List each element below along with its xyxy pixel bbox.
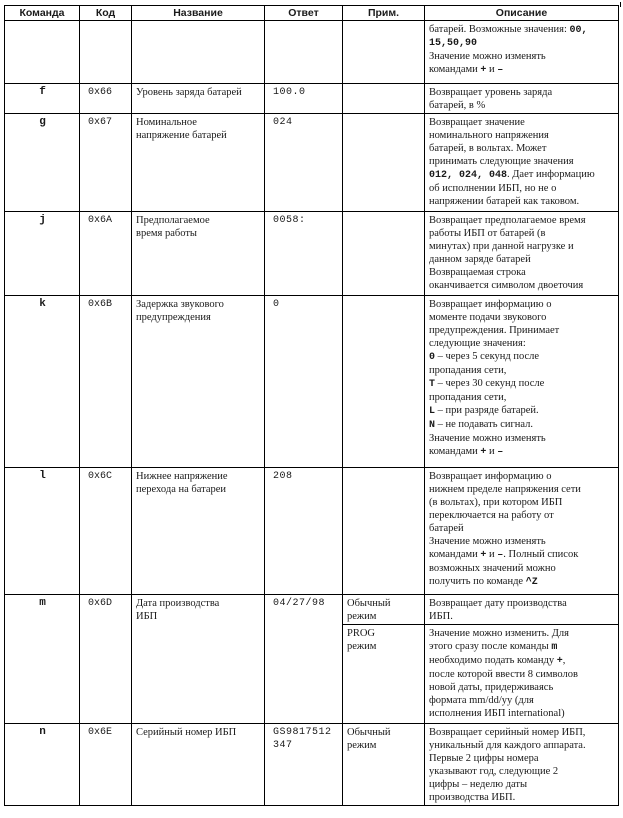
cell-description: Возвращает дату производства ИБП. (425, 595, 619, 625)
table-row (5, 595, 619, 625)
page-corner-mark (620, 2, 621, 7)
cell-answer (265, 21, 343, 84)
cell-command: f (5, 84, 80, 114)
command-table (4, 5, 619, 806)
header-command: Команда (5, 6, 80, 21)
cell-note (343, 84, 425, 114)
cell-description: Возвращает серийный номер ИБП, уникальный для каждого аппарата. Первые 2 цифры номера указывают год, следующие 2 цифры – неделю даты производства ИБП. (425, 724, 619, 806)
table-row (5, 724, 619, 806)
cell-code: 0x67 (80, 114, 132, 212)
cell-note (343, 114, 425, 212)
cell-name: Предполагаемое время работы (132, 212, 265, 296)
header-name: Название (132, 6, 265, 21)
cell-note (343, 296, 425, 468)
cell-name: Номинальное напряжение батарей (132, 114, 265, 212)
cell-command (5, 21, 80, 84)
header-description: Описание (425, 6, 619, 21)
cell-description: Возвращает значение номинального напряжения батарей, в вольтах. Может принимать следующие значения 012, 024, 048. Дает информацию об исполнении ИБП, но не о напряжении батарей как таковом. (425, 114, 619, 212)
cell-answer: 04/27/98 (265, 595, 343, 724)
cell-code: 0x6B (80, 296, 132, 468)
cell-code: 0x6C (80, 468, 132, 595)
cell-name (132, 21, 265, 84)
cell-description: Значение можно изменить. Для этого сразу после команды m необходимо подать команду +, после которой ввести 8 символов новой даты, придерживаясь формата mm/dd/yy (для исполнения ИБП international) (425, 625, 619, 724)
cell-code: 0x6A (80, 212, 132, 296)
cell-name: Дата производства ИБП (132, 595, 265, 724)
cell-command: n (5, 724, 80, 806)
cell-description: батарей. Возможные значения: 00, 15,50,90 Значение можно изменять командами + и – (425, 21, 619, 84)
cell-name: Серийный номер ИБП (132, 724, 265, 806)
table-row (5, 84, 619, 114)
cell-name: Задержка звукового предупреждения (132, 296, 265, 468)
table-header-row (5, 6, 619, 21)
cell-command: j (5, 212, 80, 296)
cell-description: Возвращает информацию о нижнем пределе напряжения сети (в вольтах), при котором ИБП переключается на работу от батарей Значение можно изменять командами + и –. Полный список возможных значений можно получить по команде ^Z (425, 468, 619, 595)
cell-note (343, 468, 425, 595)
cell-note: Обычный режим (343, 595, 425, 625)
cell-answer: 208 (265, 468, 343, 595)
cell-name: Уровень заряда батарей (132, 84, 265, 114)
cell-answer: GS9817512 347 (265, 724, 343, 806)
cell-note: PROG режим (343, 625, 425, 724)
cell-code: 0x66 (80, 84, 132, 114)
header-code: Код (80, 6, 132, 21)
table-row (5, 468, 619, 595)
cell-description: Возвращает информацию о моменте подачи звукового предупреждения. Принимает следующие значения: 0 – через 5 секунд после пропадания сети, T – через 30 секунд после пропадания сети, L – при разряде батарей. N – не подавать сигнал. Значение можно изменять командами + и – (425, 296, 619, 468)
cell-note (343, 212, 425, 296)
cell-answer: 100.0 (265, 84, 343, 114)
cell-answer: 0058: (265, 212, 343, 296)
cell-description: Возвращает предполагаемое время работы ИБП от батарей (в минутах) при данной нагрузке и данном заряде батарей Возвращаемая строка оканчивается символом двоеточия (425, 212, 619, 296)
cell-code (80, 21, 132, 84)
cell-command: g (5, 114, 80, 212)
table-row (5, 114, 619, 212)
cell-note (343, 21, 425, 84)
table-row (5, 296, 619, 468)
header-answer: Ответ (265, 6, 343, 21)
cell-code: 0x6D (80, 595, 132, 724)
cell-note: Обычный режим (343, 724, 425, 806)
cell-answer: 0 (265, 296, 343, 468)
cell-name: Нижнее напряжение перехода на батареи (132, 468, 265, 595)
header-note: Прим. (343, 6, 425, 21)
cell-code: 0x6E (80, 724, 132, 806)
table-row (5, 212, 619, 296)
cell-description: Возвращает уровень заряда батарей, в % (425, 84, 619, 114)
table-row (5, 21, 619, 84)
cell-command: m (5, 595, 80, 724)
cell-answer: 024 (265, 114, 343, 212)
cell-command: k (5, 296, 80, 468)
cell-command: l (5, 468, 80, 595)
